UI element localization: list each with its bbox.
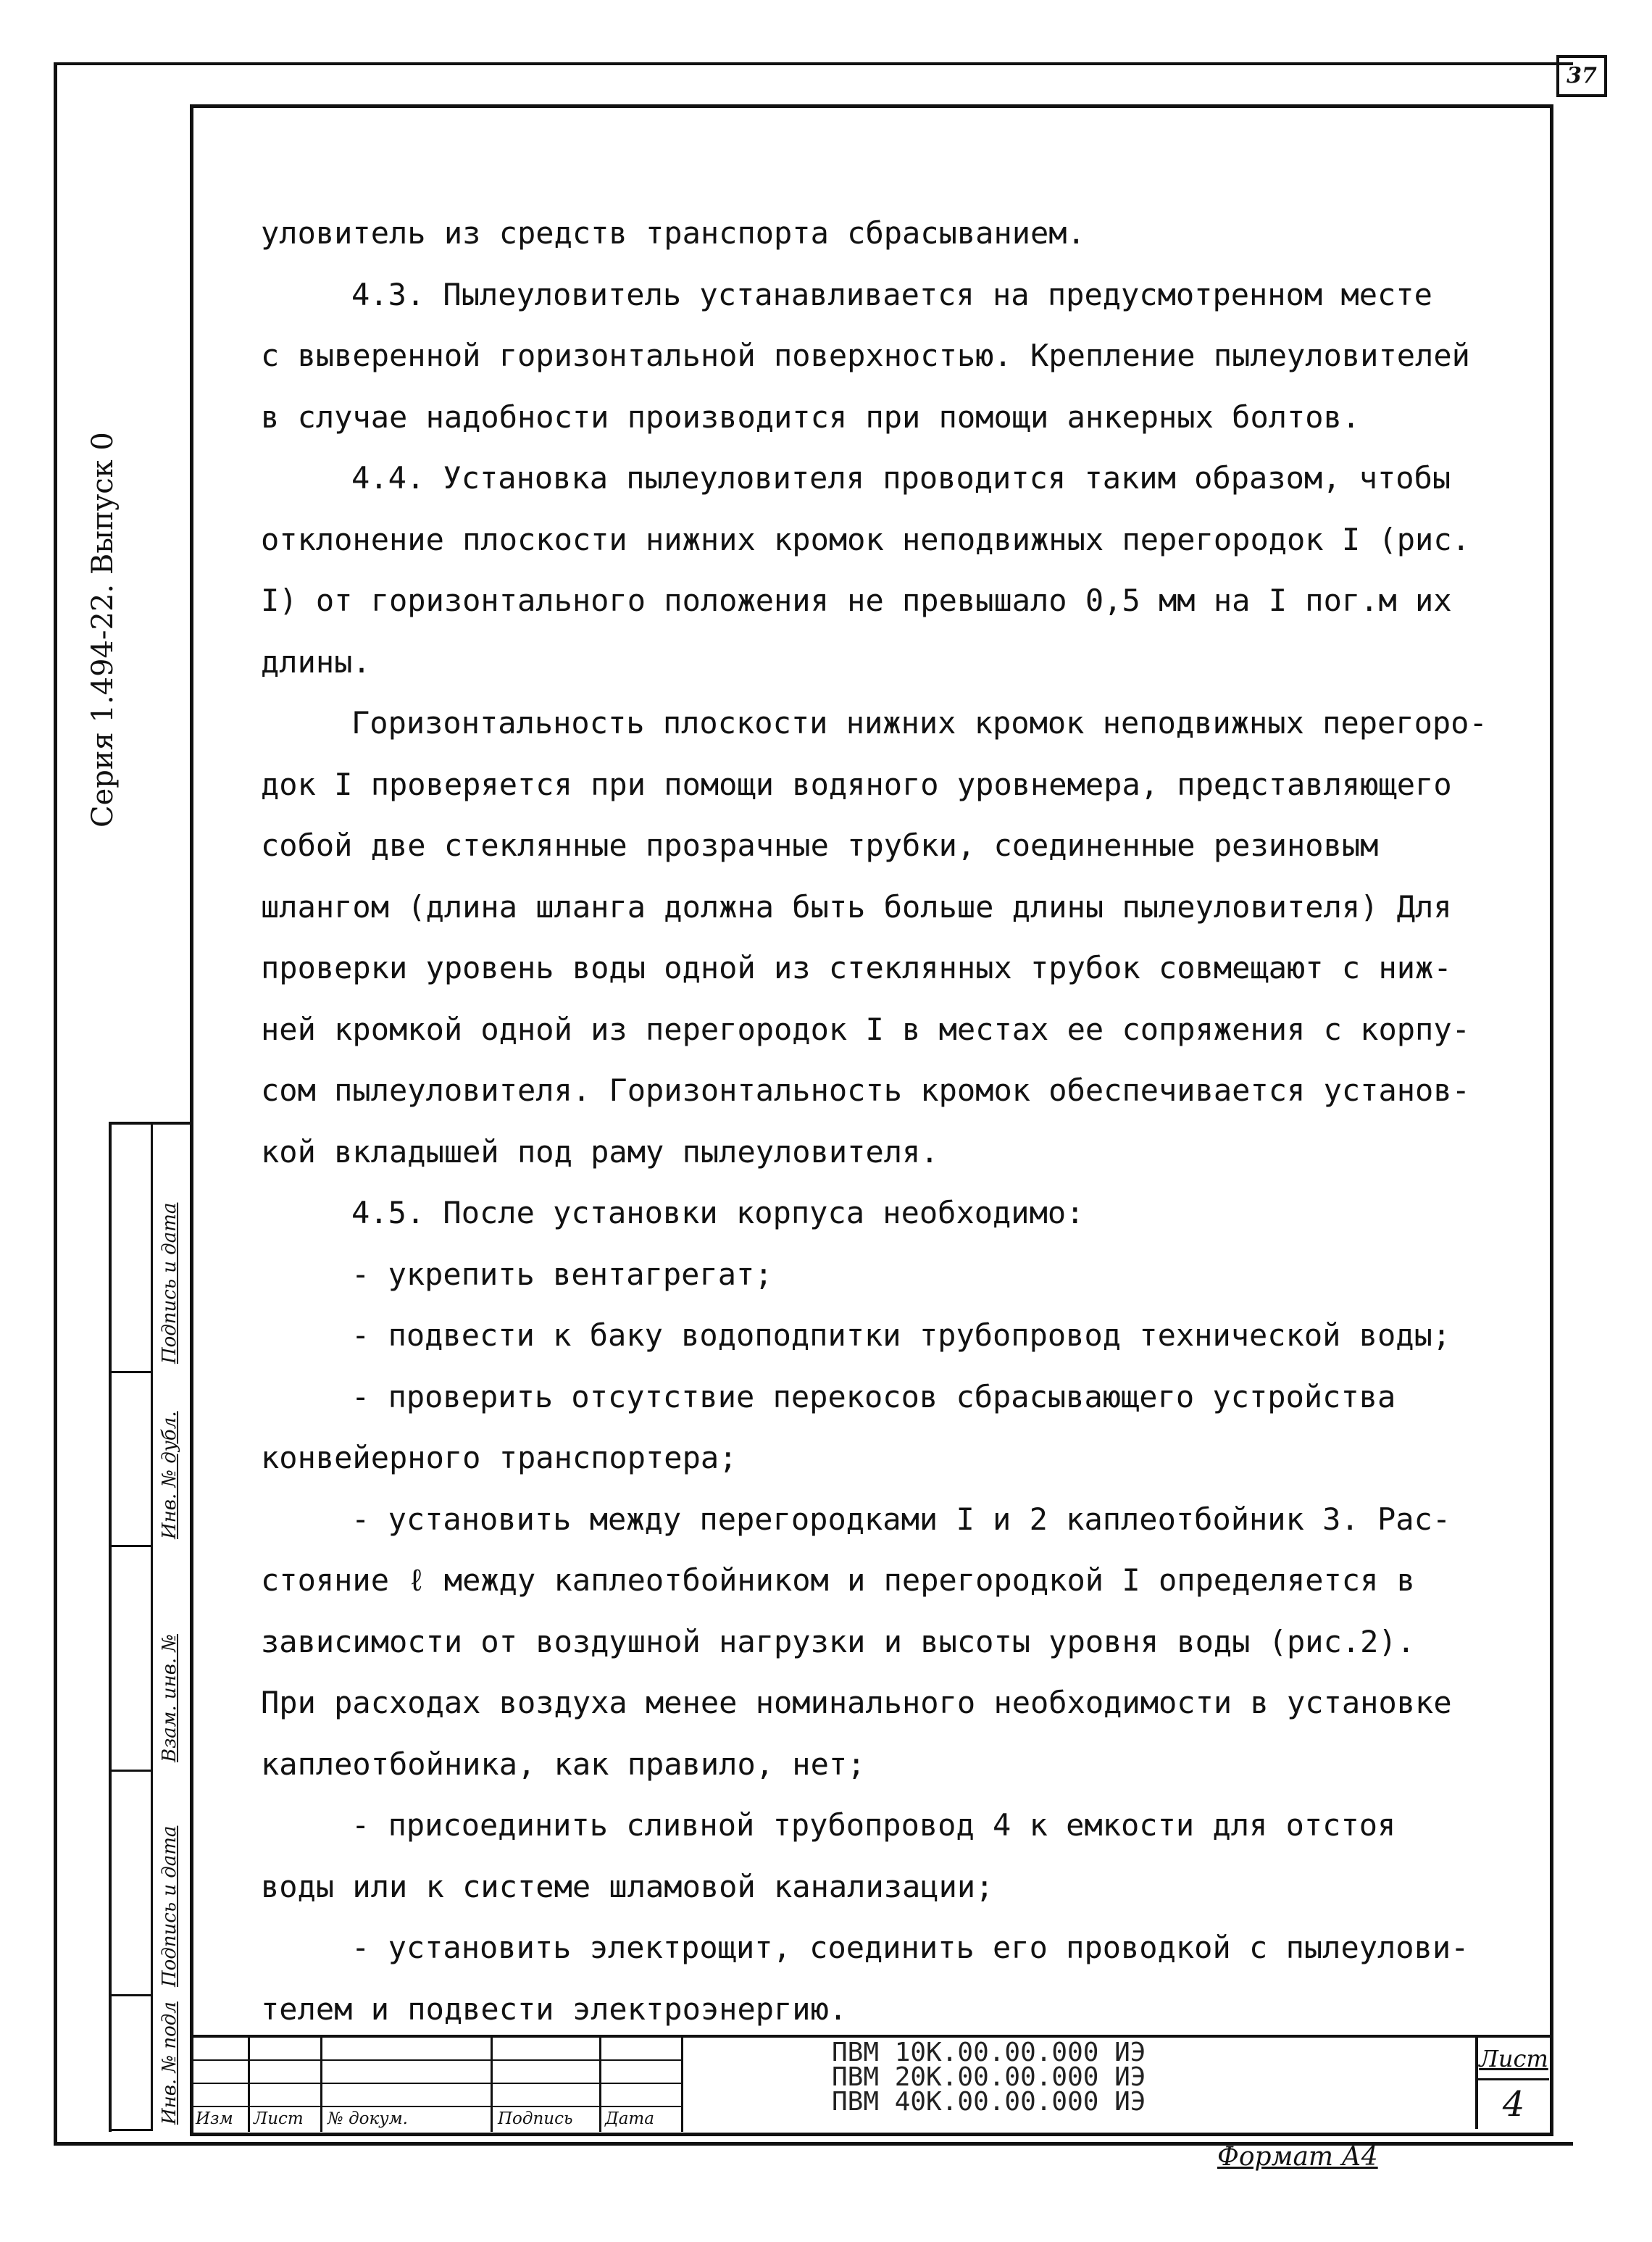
tb-label-sheet: Лист	[254, 2109, 304, 2128]
doc-code: ПВМ 20К.00.00.000 ИЭ	[832, 2062, 1146, 2092]
text-line: ней кромкой одной из перегородок I в местах ее сопряжения с корпу-	[261, 1011, 1470, 1047]
text-line: кой вкладышей под раму пылеуловителя.	[261, 1133, 939, 1170]
text-line: док I проверяется при помощи водяного уровнемера, представляющего	[261, 766, 1452, 802]
page-number: 37	[1556, 55, 1607, 97]
stamp-label-signature-date-2: Подпись и дата	[159, 1202, 180, 1364]
text-line: стояние ℓ между каплеотбойником и перегородкой I определяется в	[261, 1562, 1415, 1598]
text-line: 4.5. После установки корпуса необходимо:	[351, 1195, 1085, 1230]
text-line: 4.4. Установка пылеуловителя проводится таким образом, чтобы	[351, 460, 1451, 496]
text-line: 4.3. Пылеуловитель устанавливается на предусмотренном месте	[351, 276, 1432, 312]
text-line: воды или к системе шламовой канализации;	[261, 1868, 994, 1904]
text-line: сом пылеуловителя. Горизонтальность кромок обеспечивается установ-	[261, 1072, 1470, 1108]
doc-code: ПВМ 10К.00.00.000 ИЭ	[832, 2038, 1146, 2067]
sheet-divider	[1478, 2078, 1549, 2080]
text-line: длины.	[261, 643, 371, 680]
title-block-grid	[190, 2038, 683, 2132]
stamp-label-original-inv: Инв. № подл	[159, 2001, 180, 2125]
document-codes	[832, 2038, 1146, 2117]
text-line: телем и подвести электроэнергию.	[261, 1991, 848, 2027]
tb-col-line	[491, 2038, 493, 2132]
text-line: - подвести к баку водоподпитки трубопровод технической воды;	[351, 1317, 1451, 1353]
tb-col-line	[248, 2038, 250, 2132]
tb-label-date: Дата	[605, 2109, 654, 2128]
text-line: проверки уровень воды одной из стеклянных трубок совмещают с ниж-	[261, 950, 1452, 985]
stamp-label-replacement-inv: Взам. инв. №	[159, 1633, 180, 1762]
text-line: каплеотбойника, как правило, нет;	[261, 1746, 866, 1782]
doc-code: ПВМ 40К.00.00.000 ИЭ	[832, 2087, 1146, 2117]
tb-row-line	[190, 2106, 683, 2107]
text-line: - установить электрощит, соединить его проводкой с пылеулови-	[351, 1930, 1469, 1965]
stamp-cell-duplicate-inv	[112, 1371, 153, 1547]
stamp-cell-signature-date-1	[112, 1770, 153, 1996]
tb-label-doc-number: № докум.	[328, 2109, 408, 2128]
text-line: с выверенной горизонтальной поверхностью. Крепление пылеуловителей	[261, 338, 1470, 373]
text-line: I) от горизонтального положения не превышало 0,5 мм на I пог.м их	[261, 583, 1452, 618]
tb-label-signature: Подпись	[498, 2109, 573, 2128]
tb-col-line	[599, 2038, 601, 2132]
stamp-label-signature-date-1: Подпись и дата	[159, 1825, 180, 1987]
side-stamp	[109, 1122, 191, 2132]
text-line: шлангом (длина шланга должна быть больше длины пылеуловителя) Для	[261, 888, 1452, 925]
text-line: собой две стеклянные прозрачные трубки, соединенные резиновым	[261, 828, 1379, 863]
stamp-cell-replacement-inv	[112, 1545, 153, 1772]
text-line: - проверить отсутствие перекосов сбрасывающего устройства	[351, 1378, 1396, 1414]
stamp-cell-signature-date-2	[112, 1125, 153, 1373]
text-line: отклонение плоскости нижних кромок неподвижных перегородок I (рис.	[261, 521, 1470, 557]
tb-label-change: Изм	[196, 2109, 233, 2128]
text-line: - укрепить вентагрегат;	[351, 1256, 773, 1292]
text-line: в случае надобности производится при помощи анкерных болтов.	[261, 399, 1361, 435]
text-line: При расходах воздуха менее номинального необходимости в установке	[261, 1685, 1452, 1720]
text-line: - присоединить сливной трубопровод 4 к емкости для отстоя	[351, 1807, 1396, 1843]
sheet-label: Лист	[1479, 2045, 1548, 2072]
stamp-cell-original-inv	[112, 1994, 153, 2131]
sheet-number: 4	[1502, 2084, 1525, 2125]
tb-col-line	[320, 2038, 322, 2132]
tb-row-line	[190, 2083, 683, 2084]
text-line: - установить между перегородками I и 2 каплеотбойник 3. Рас-	[351, 1501, 1451, 1537]
text-line: Горизонтальность плоскости нижних кромок неподвижных перегоро-	[351, 705, 1488, 741]
tb-row-line	[190, 2059, 683, 2061]
text-line: уловитель из средств транспорта сбрасыванием.	[261, 215, 1085, 251]
sheet-box	[1475, 2035, 1549, 2129]
text-line: зависимости от воздушной нагрузки и высоты уровня воды (рис.2).	[261, 1623, 1416, 1659]
document-body	[261, 203, 1507, 2040]
tb-col-line	[681, 2038, 683, 2132]
text-line: конвейерного транспортера;	[261, 1440, 738, 1475]
format-label: Формат А4	[1217, 2142, 1378, 2172]
stamp-label-duplicate-inv: Инв. № дубл.	[159, 1411, 180, 1539]
